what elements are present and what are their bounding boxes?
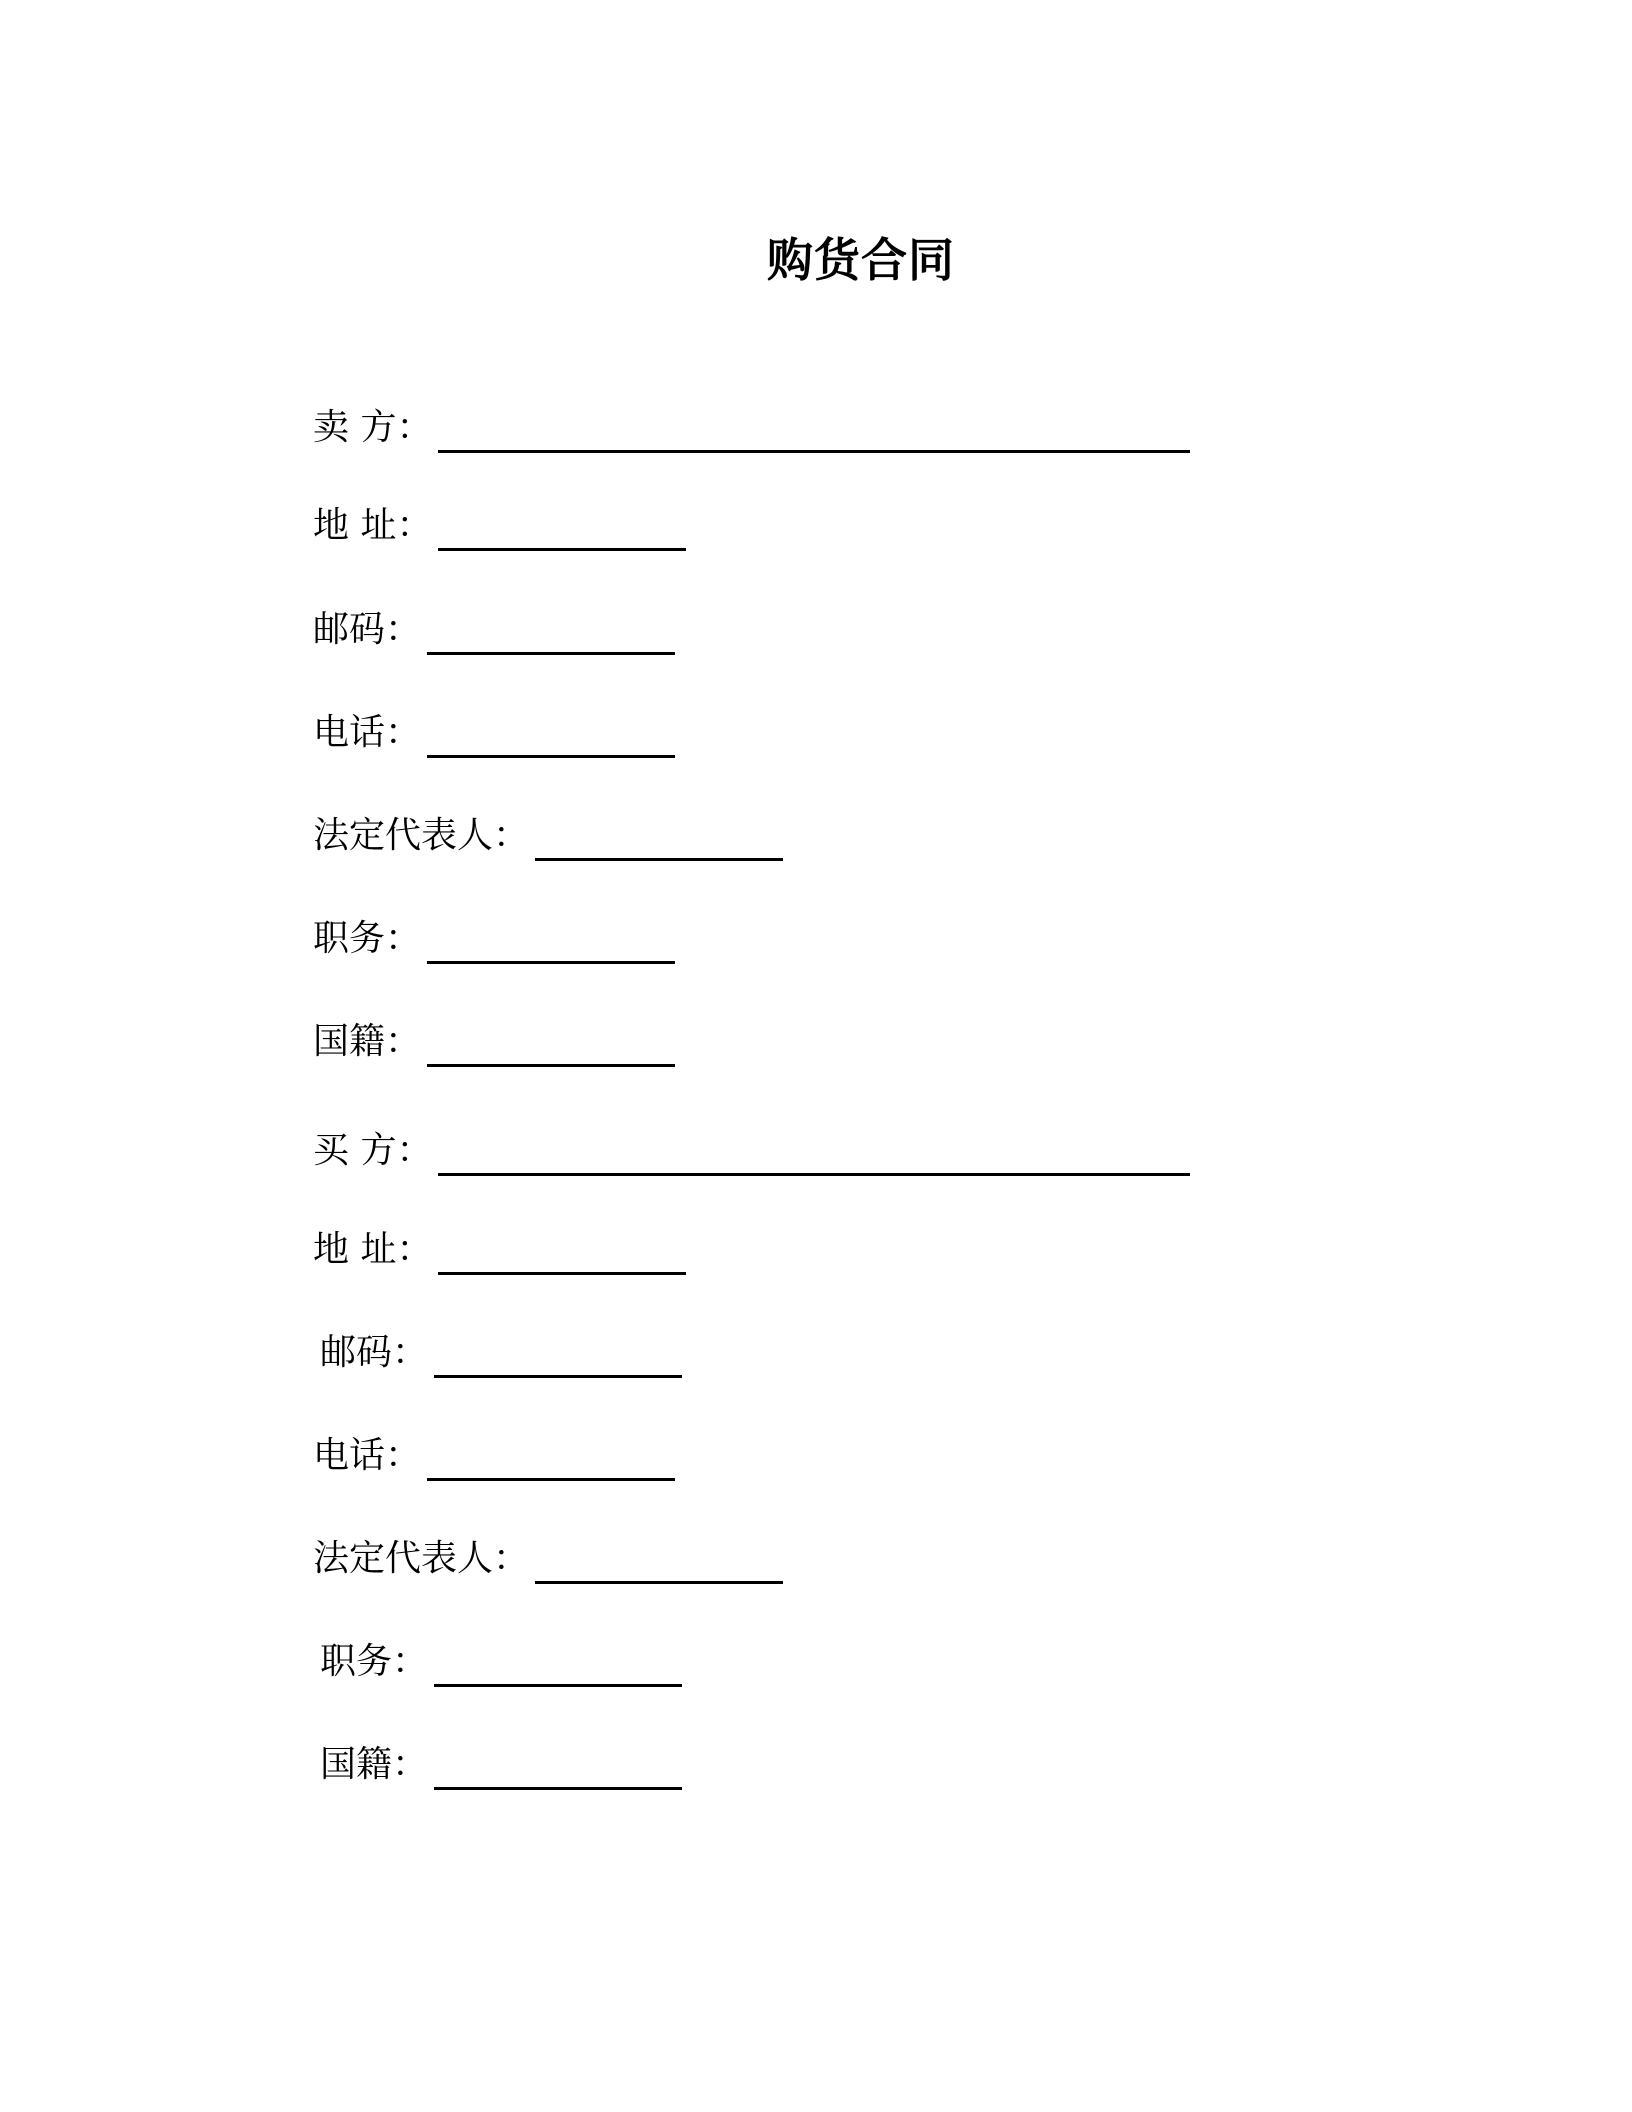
buyer-address-blank bbox=[438, 1236, 686, 1275]
seller-legal-rep-label: 法定代表人： bbox=[313, 815, 530, 856]
buyer-legal-rep-label: 法定代表人： bbox=[313, 1538, 530, 1579]
buyer-position-label: 职务： bbox=[320, 1641, 429, 1682]
seller-postcode-label: 邮码： bbox=[313, 609, 422, 650]
buyer-phone-row bbox=[313, 1431, 675, 1481]
buyer-party-blank bbox=[438, 1137, 1190, 1176]
seller-party-row bbox=[313, 403, 1190, 453]
buyer-postcode-blank bbox=[434, 1339, 682, 1378]
buyer-nationality-blank bbox=[434, 1751, 682, 1790]
document-title: 购货合同 bbox=[767, 233, 955, 287]
seller-address-blank bbox=[438, 512, 686, 551]
buyer-nationality-label: 国籍： bbox=[320, 1744, 429, 1785]
seller-phone-row bbox=[313, 708, 675, 758]
buyer-party-row bbox=[313, 1126, 1190, 1176]
seller-postcode-blank bbox=[427, 616, 675, 655]
seller-legal-rep-blank bbox=[535, 822, 783, 861]
seller-phone-label: 电话： bbox=[313, 712, 422, 753]
seller-address-label: 地 址： bbox=[313, 505, 433, 546]
seller-nationality-blank bbox=[427, 1028, 675, 1067]
buyer-position-blank bbox=[434, 1648, 682, 1687]
buyer-nationality-row bbox=[320, 1740, 682, 1790]
seller-position-label: 职务： bbox=[313, 918, 422, 959]
seller-nationality-label: 国籍： bbox=[313, 1021, 422, 1062]
seller-address-row bbox=[313, 501, 686, 551]
buyer-phone-blank bbox=[427, 1442, 675, 1481]
buyer-phone-label: 电话： bbox=[313, 1435, 422, 1476]
seller-position-row bbox=[313, 914, 675, 964]
seller-position-blank bbox=[427, 925, 675, 964]
seller-party-label: 卖 方： bbox=[313, 407, 433, 448]
buyer-postcode-label: 邮码： bbox=[320, 1332, 429, 1373]
buyer-party-label: 买 方： bbox=[313, 1130, 433, 1171]
buyer-postcode-row bbox=[320, 1328, 682, 1378]
seller-party-blank bbox=[438, 414, 1190, 453]
seller-legal-rep-row bbox=[313, 811, 783, 861]
buyer-legal-rep-blank bbox=[535, 1545, 783, 1584]
buyer-legal-rep-row bbox=[313, 1534, 783, 1584]
seller-postcode-row bbox=[313, 605, 675, 655]
buyer-address-row bbox=[313, 1225, 686, 1275]
buyer-position-row bbox=[320, 1637, 682, 1687]
buyer-address-label: 地 址： bbox=[313, 1229, 433, 1270]
seller-nationality-row bbox=[313, 1017, 675, 1067]
seller-phone-blank bbox=[427, 719, 675, 758]
